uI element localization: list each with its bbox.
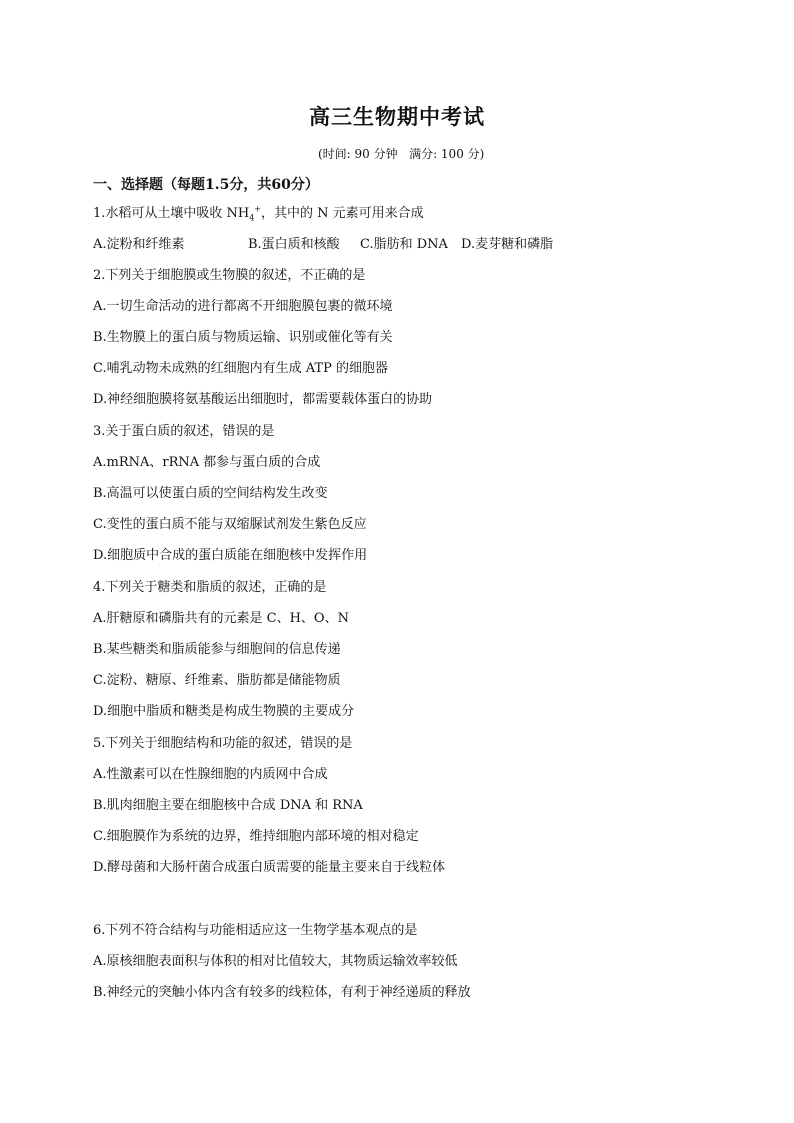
q4-option-b: B.某些糖类和脂质能参与细胞间的信息传递 <box>93 642 341 657</box>
q3-option-a: A.mRNA、rRNA 都参与蛋白质的合成 <box>93 455 321 470</box>
q3-option-d: D.细胞质中合成的蛋白质能在细胞核中发挥作用 <box>93 548 368 563</box>
q4-option-c: C.淀粉、糖原、纤维素、脂肪都是储能物质 <box>93 673 341 688</box>
q5-option-d: D.酵母菌和大肠杆菌合成蛋白质需要的能量主要来自于线粒体 <box>93 860 446 875</box>
question-4-stem: 4.下列关于糖类和脂质的叙述，正确的是 <box>93 580 327 595</box>
q6-option-b: B.神经元的突触小体内含有较多的线粒体，有利于神经递质的释放 <box>93 985 471 1000</box>
q1-option-b: B.蛋白质和核酸 <box>248 237 340 252</box>
q5-option-b: B.肌肉细胞主要在细胞核中合成 DNA 和 RNA <box>93 798 363 813</box>
q4-option-a: A.肝糖原和磷脂共有的元素是 C、H、O、N <box>93 611 349 626</box>
q2-option-b: B.生物膜上的蛋白质与物质运输、识别或催化等有关 <box>93 330 393 345</box>
q2-option-d: D.神经细胞膜将氨基酸运出细胞时，都需要载体蛋白的协助 <box>93 392 433 407</box>
q2-option-a: A.一切生命活动的进行都离不开细胞膜包裹的微环境 <box>93 299 393 314</box>
q1-option-a: A.淀粉和纤维素 <box>93 237 185 252</box>
q5-option-c: C.细胞膜作为系统的边界，维持细胞内部环境的相对稳定 <box>93 829 419 844</box>
q4-option-d: D.细胞中脂质和糖类是构成生物膜的主要成分 <box>93 704 355 719</box>
exam-subtitle: (时间: 90 分钟 满分: 100 分) <box>318 147 485 161</box>
question-2-stem: 2.下列关于细胞膜或生物膜的叙述，不正确的是 <box>93 268 366 283</box>
q1-option-d: D.麦芽糖和磷脂 <box>461 237 554 252</box>
q6-option-a: A.原核细胞表面积与体积的相对比值较大，其物质运输效率较低 <box>93 954 458 969</box>
question-3-stem: 3.关于蛋白质的叙述，错误的是 <box>93 424 275 439</box>
question-1-stem: 1.水稻可从土壤中吸收 $NH_4^+$，其中的 N 元素可用来合成 <box>93 204 424 223</box>
q2-option-c: C.哺乳动物未成熟的红细胞内有生成 ATP 的细胞器 <box>93 361 388 376</box>
q3-option-b: B.高温可以使蛋白质的空间结构发生改变 <box>93 486 328 501</box>
question-6-stem: 6.下列不符合结构与功能相适应这一生物学基本观点的是 <box>93 923 418 938</box>
q1-option-c: C.脂肪和 DNA <box>360 237 448 252</box>
q5-option-a: A.性激素可以在性腺细胞的内质网中合成 <box>93 767 328 782</box>
exam-title: 高三生物期中考试 <box>309 104 485 129</box>
section-heading: 一、选择题（每题1.5分，共60分） <box>93 177 319 193</box>
question-5-stem: 5.下列关于细胞结构和功能的叙述，错误的是 <box>93 736 353 751</box>
q3-option-c: C.变性的蛋白质不能与双缩脲试剂发生紫色反应 <box>93 517 367 532</box>
